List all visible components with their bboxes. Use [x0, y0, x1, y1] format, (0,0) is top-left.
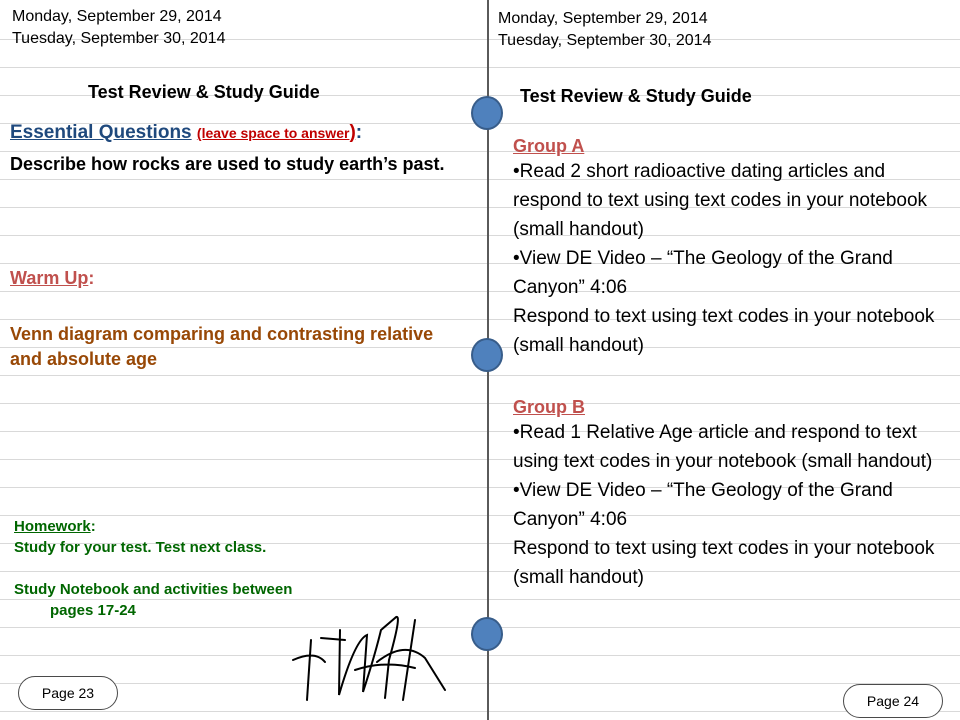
- homework-line: Study Notebook and activities between: [14, 581, 293, 598]
- essential-question-text: Describe how rocks are used to study earth’s past.: [10, 154, 445, 174]
- warmup-label: Warm Up: [10, 268, 89, 288]
- right-date-line: Monday, September 29, 2014: [498, 10, 708, 27]
- group-b-bullet: •Read 1 Relative Age article and respond to text using text codes in your notebook (small handout): [513, 422, 933, 472]
- warmup-heading: [10, 268, 94, 289]
- group-a-block: [513, 136, 953, 360]
- left-dates: [12, 6, 225, 50]
- homework-label: Homework: [14, 518, 91, 535]
- left-date-line: Tuesday, September 30, 2014: [12, 30, 226, 47]
- warmup-text: Venn diagram comparing and contrasting relative and absolute age: [10, 324, 434, 369]
- group-a-bullet: •Read 2 short radioactive dating articles and respond to text using text codes in your notebook (small handout): [513, 161, 928, 240]
- essential-colon: :: [355, 122, 363, 143]
- group-b-respond: Respond to text using text codes in your notebook (small handout): [513, 538, 935, 588]
- homework-heading: [14, 516, 434, 537]
- group-a-bullet: •View DE Video – “The Geology of the Grand Canyon” 4:06: [513, 248, 893, 298]
- signature-scribble: [285, 600, 465, 710]
- homework-line: Study for your test. Test next class.: [14, 539, 267, 556]
- essential-close: ): [349, 122, 356, 143]
- right-title: Test Review & Study Guide: [520, 86, 752, 106]
- essential-questions-heading: [10, 122, 480, 144]
- group-a-heading: Group A: [513, 136, 585, 156]
- right-date-line: Tuesday, September 30, 2014: [498, 32, 712, 49]
- group-b-block: [513, 397, 953, 592]
- essential-label: Essential Questions: [10, 122, 192, 143]
- group-b-bullet: •View DE Video – “The Geology of the Grand Canyon” 4:06: [513, 480, 893, 530]
- right-dates: [498, 8, 711, 52]
- page-23-label: Page 23: [18, 676, 118, 710]
- group-b-heading: Group B: [513, 397, 585, 417]
- essential-note: (leave space to answer: [196, 125, 350, 141]
- binder-ring: [471, 338, 503, 372]
- homework-colon: :: [90, 518, 96, 535]
- left-date-line: Monday, September 29, 2014: [12, 8, 222, 25]
- warmup-colon: :: [88, 268, 95, 288]
- binder-ring: [471, 617, 503, 651]
- homework-line: pages 17-24: [50, 602, 136, 619]
- left-title: Test Review & Study Guide: [88, 82, 320, 102]
- page-24-label: Page 24: [843, 684, 943, 718]
- group-a-respond: Respond to text using text codes in your notebook (small handout): [513, 306, 935, 356]
